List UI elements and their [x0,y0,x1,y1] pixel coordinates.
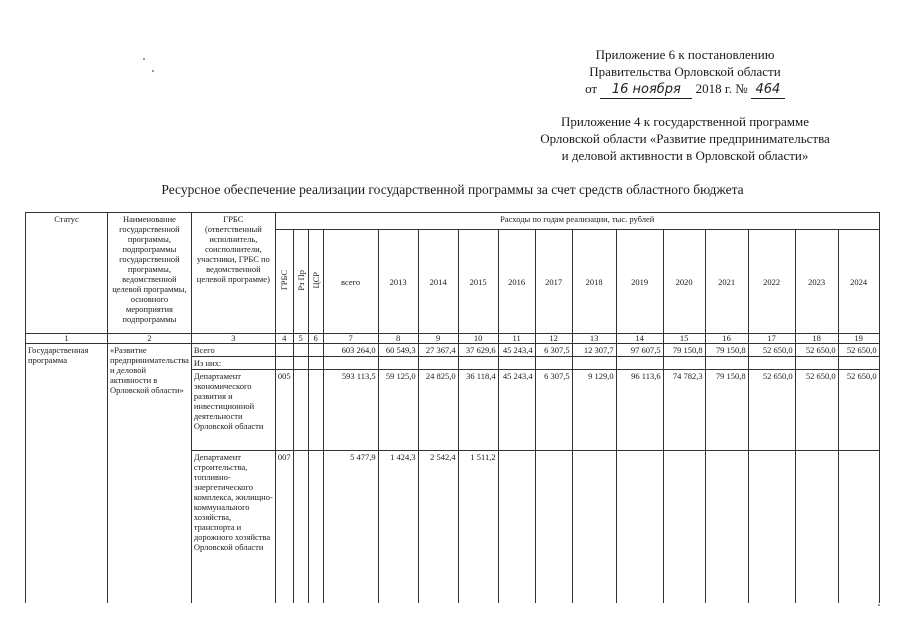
table-row-total [26,344,880,357]
header-year: 2021 [705,230,748,334]
grbs-code-cell: 007 [275,451,293,604]
rzpr-cell [293,451,308,604]
csr-cell [308,344,323,357]
value-cell: 52 650,0 [838,370,879,451]
value-cell [705,451,748,604]
value-cell: 52 650,0 [838,344,879,357]
appendix-4-line-2: Орловской области «Развитие предпринимательства [540,131,830,146]
header-csr: ЦСР [308,230,323,334]
column-number: 4 [275,334,293,344]
appendix-6-date-line [560,80,810,99]
header-year: 2023 [795,230,838,334]
csr-cell [308,357,323,370]
handwritten-date: 16 ноября [611,82,681,97]
value-cell [616,357,663,370]
grbs-cell: Департамент строительства, топливно-энергетического комплекса, жилищно-коммунального хозяйства, транспорта и дорожного хозяйства Орловской области [191,451,275,604]
scan-speck [152,70,154,72]
column-number: 16 [705,334,748,344]
scan-speck [143,58,145,60]
header-year: 2015 [458,230,498,334]
total-cell: 603 264,0 [323,344,378,357]
program-name-cell: «Развитие предпринимательства и деловой активности в Орловской области» [108,344,192,604]
value-cell: 79 150,8 [705,344,748,357]
header-grbs: ГРБС (ответственный исполнитель, соисполнители, участники, ГРБС по ведомственной целевой программе) [191,213,275,334]
value-cell: 74 782,3 [663,370,705,451]
resource-table [25,212,880,603]
value-cell [663,451,705,604]
value-cell: 1 424,3 [378,451,418,604]
value-cell [795,451,838,604]
value-cell [663,357,705,370]
value-cell [748,357,795,370]
value-cell [458,357,498,370]
header-expenses: Расходы по годам реализации, тыс. рублей [275,213,879,230]
value-cell [378,357,418,370]
grbs-cell: Всего [191,344,275,357]
column-number: 14 [616,334,663,344]
value-cell: 6 307,5 [535,344,572,357]
grbs-cell: Из них: [191,357,275,370]
value-cell [795,357,838,370]
value-cell: 36 118,4 [458,370,498,451]
grbs-code-cell: 005 [275,370,293,451]
value-cell: 79 150,8 [663,344,705,357]
scan-speck [878,604,880,606]
grbs-code-cell [275,344,293,357]
column-number: 7 [323,334,378,344]
column-number: 15 [663,334,705,344]
appendix-4-line-3: и деловой активности в Орловской области» [561,148,809,163]
header-name: Наименование государственной программы, подпрограммы государственной программы, ведомственной целевой программы, основного мероприятия подпрограммы [108,213,192,334]
column-number: 13 [572,334,616,344]
column-number: 18 [795,334,838,344]
value-cell [498,357,535,370]
value-cell [535,357,572,370]
value-cell [838,357,879,370]
column-number: 5 [293,334,308,344]
date-field [600,80,692,99]
value-cell: 59 125,0 [378,370,418,451]
header-year: 2016 [498,230,535,334]
value-cell [616,451,663,604]
value-cell [572,357,616,370]
header-year: 2024 [838,230,879,334]
appendix-6-line-1: Приложение 6 к постановлению [595,47,775,62]
total-cell: 593 113,5 [323,370,378,451]
grbs-code-cell [275,357,293,370]
value-cell [572,451,616,604]
header-total: всего [323,230,378,334]
rzpr-cell [293,344,308,357]
grbs-cell: Департамент экономического развития и инвестиционной деятельности Орловской области [191,370,275,451]
header-year: 2017 [535,230,572,334]
header-status: Статус [26,213,108,334]
appendix-4-header [510,113,860,164]
column-number: 1 [26,334,108,344]
column-number: 19 [838,334,879,344]
number-field [751,80,785,99]
value-cell [705,357,748,370]
value-cell [498,451,535,604]
value-cell [535,451,572,604]
column-number: 17 [748,334,795,344]
rzpr-cell [293,370,308,451]
value-cell: 52 650,0 [795,370,838,451]
column-number: 10 [458,334,498,344]
header-year: 2020 [663,230,705,334]
header-grbs-code: ГРБС [275,230,293,334]
total-cell: 5 477,9 [323,451,378,604]
header-year: 2014 [418,230,458,334]
column-number: 11 [498,334,535,344]
total-cell [323,357,378,370]
value-cell: 79 150,8 [705,370,748,451]
header-year: 2022 [748,230,795,334]
date-prefix: от [585,81,598,96]
value-cell: 45 243,4 [498,370,535,451]
appendix-4-line-1: Приложение 4 к государственной программе [560,114,810,129]
value-cell: 60 549,3 [378,344,418,357]
value-cell [418,357,458,370]
value-cell: 37 629,6 [458,344,498,357]
value-cell: 52 650,0 [748,370,795,451]
document-title: Ресурсное обеспечение реализации государственной программы за счет средств областного бюджета [161,182,744,197]
value-cell [838,451,879,604]
value-cell: 12 307,7 [572,344,616,357]
value-cell: 96 113,6 [616,370,663,451]
value-cell [748,451,795,604]
column-number: 9 [418,334,458,344]
csr-cell [308,451,323,604]
value-cell: 6 307,5 [535,370,572,451]
column-number: 6 [308,334,323,344]
value-cell: 27 367,4 [418,344,458,357]
value-cell: 24 825,0 [418,370,458,451]
appendix-6-line-2: Правительства Орловской области [589,64,781,79]
rzpr-cell [293,357,308,370]
column-number: 2 [108,334,192,344]
header-row-1 [26,213,880,230]
column-number-row [26,334,880,344]
value-cell: 2 542,4 [418,451,458,604]
value-cell: 52 650,0 [795,344,838,357]
date-suffix: 2018 г. № [695,81,748,96]
status-cell: Государственная программа [26,344,108,604]
value-cell: 97 607,5 [616,344,663,357]
csr-cell [308,370,323,451]
header-year: 2018 [572,230,616,334]
column-number: 3 [191,334,275,344]
column-number: 12 [535,334,572,344]
value-cell: 52 650,0 [748,344,795,357]
header-year: 2013 [378,230,418,334]
handwritten-number: 464 [755,82,781,97]
header-year: 2019 [616,230,663,334]
value-cell: 9 129,0 [572,370,616,451]
value-cell: 1 511,2 [458,451,498,604]
header-rzpr: Рз Пр [293,230,308,334]
value-cell: 45 243,4 [498,344,535,357]
appendix-6-header [560,46,810,99]
column-number: 8 [378,334,418,344]
